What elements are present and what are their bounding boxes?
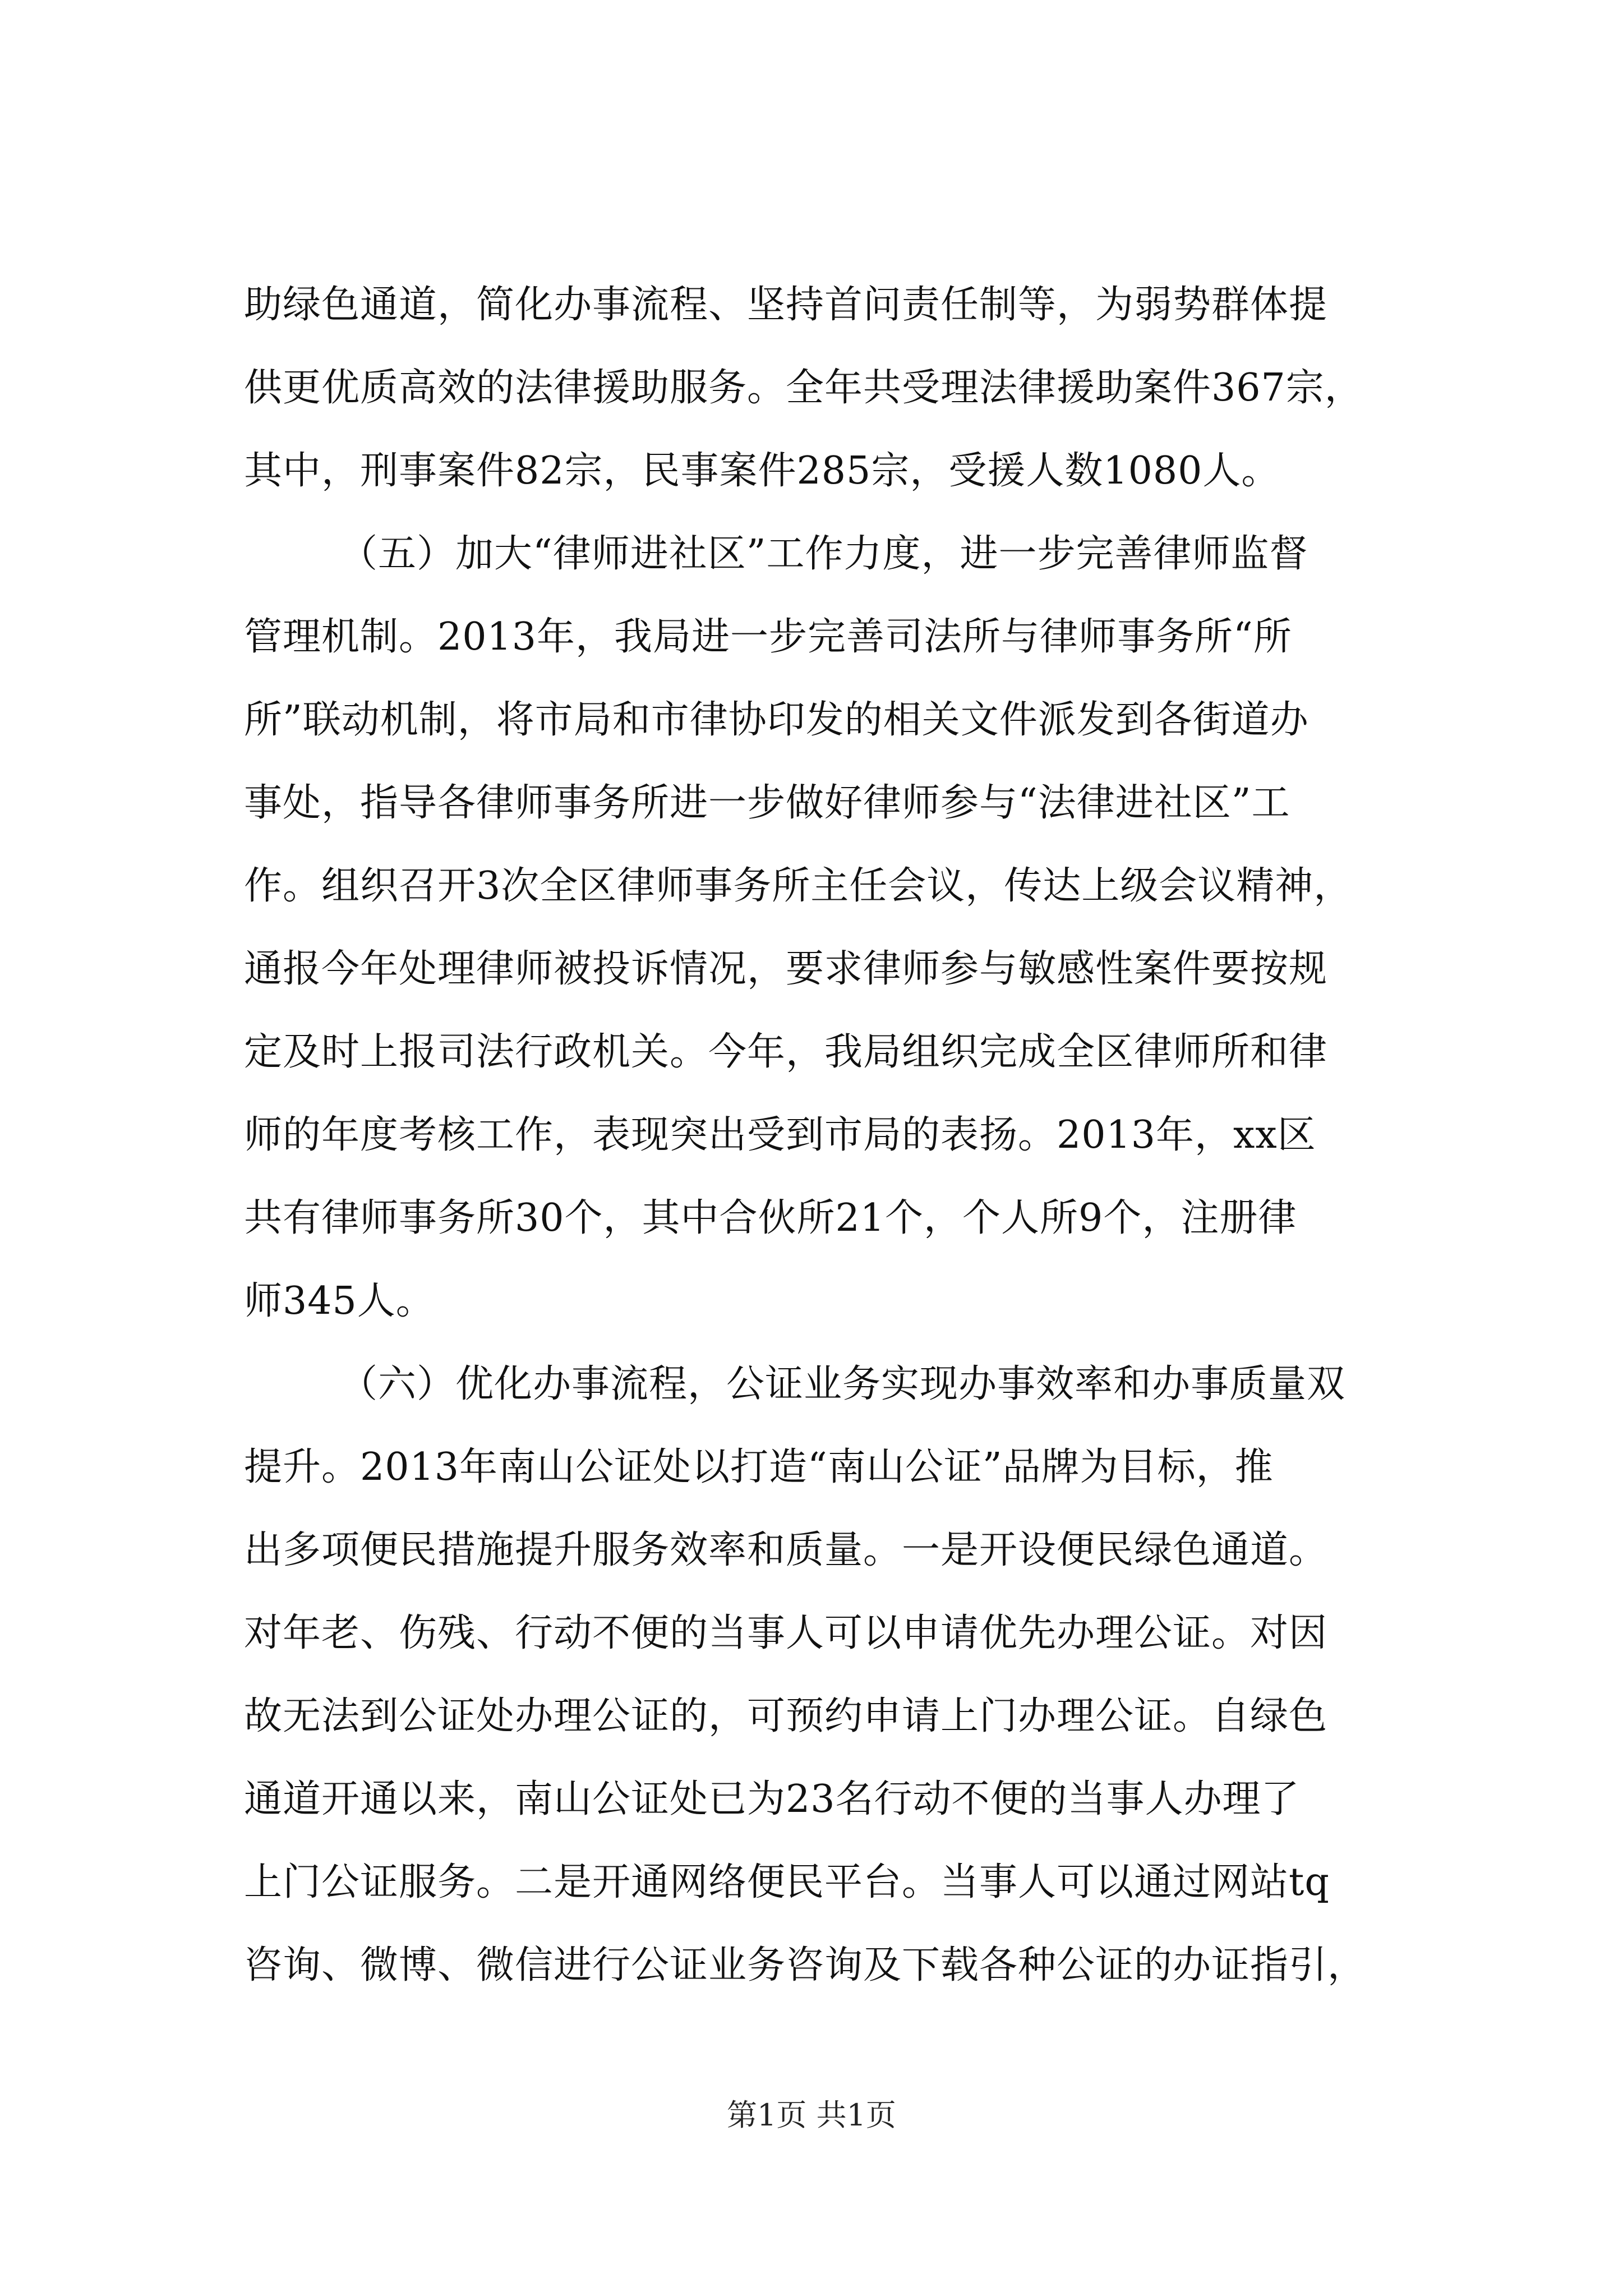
text-line: 通报今年处理律师被投诉情况，要求律师参与敏感性案件要按规 [244, 947, 1328, 991]
text-line: 共有律师事务所30个，其中合伙所21个，个人所9个，注册律 [244, 1196, 1297, 1240]
text-line: 故无法到公证处办理公证的，可预约申请上门办理公证。自绿色 [244, 1694, 1328, 1738]
text-line: 对年老、伤残、行动不便的当事人可以申请优先办理公证。对因 [244, 1611, 1328, 1655]
text-line: 咨询、微博、微信进行公证业务咨询及下载各种公证的办证指引， [244, 1943, 1367, 1987]
text-line: 出多项便民措施提升服务效率和质量。一是开设便民绿色通道。 [244, 1528, 1328, 1572]
text-line: 上门公证服务。二是开通网络便民平台。当事人可以通过网站tq [244, 1860, 1330, 1904]
document-body [244, 264, 1382, 2007]
text-line: 供更优质高效的法律援助服务。全年共受理法律援助案件367宗， [244, 366, 1363, 410]
text-line: 其中，刑事案件82宗，民事案件285宗，受援人数1080人。 [244, 449, 1280, 493]
text-line: 助绿色通道，简化办事流程、坚持首问责任制等，为弱势群体提 [244, 283, 1328, 327]
text-line: 事处，指导各律师事务所进一步做好律师参与“法律进社区”工 [244, 781, 1290, 825]
page-footer: 第1页 共1页 [727, 2097, 896, 2133]
text-line: 定及时上报司法行政机关。今年，我局组织完成全区律师所和律 [244, 1030, 1328, 1074]
text-line: 所”联动机制，将市局和市律协印发的相关文件派发到各街道办 [244, 698, 1309, 742]
text-line: 通道开通以来，南山公证处已为23名行动不便的当事人办理了 [244, 1777, 1300, 1821]
text-line: 师的年度考核工作，表现突出受到市局的表扬。2013年，xx区 [244, 1113, 1316, 1157]
text-line: 作。组织召开3次全区律师事务所主任会议，传达上级会议精神， [244, 864, 1353, 908]
text-line: 提升。2013年南山公证处以打造“南山公证”品牌为目标，推 [244, 1445, 1274, 1489]
text-line: 师345人。 [244, 1279, 435, 1323]
text-line: 管理机制。2013年，我局进一步完善司法所与律师事务所“所 [244, 615, 1292, 659]
text-line-paragraph-start: （六）优化办事流程，公证业务实现办事效率和办事质量双 [339, 1362, 1346, 1406]
text-line-paragraph-start: （五）加大“律师进社区”工作力度，进一步完善律师监督 [339, 532, 1308, 576]
